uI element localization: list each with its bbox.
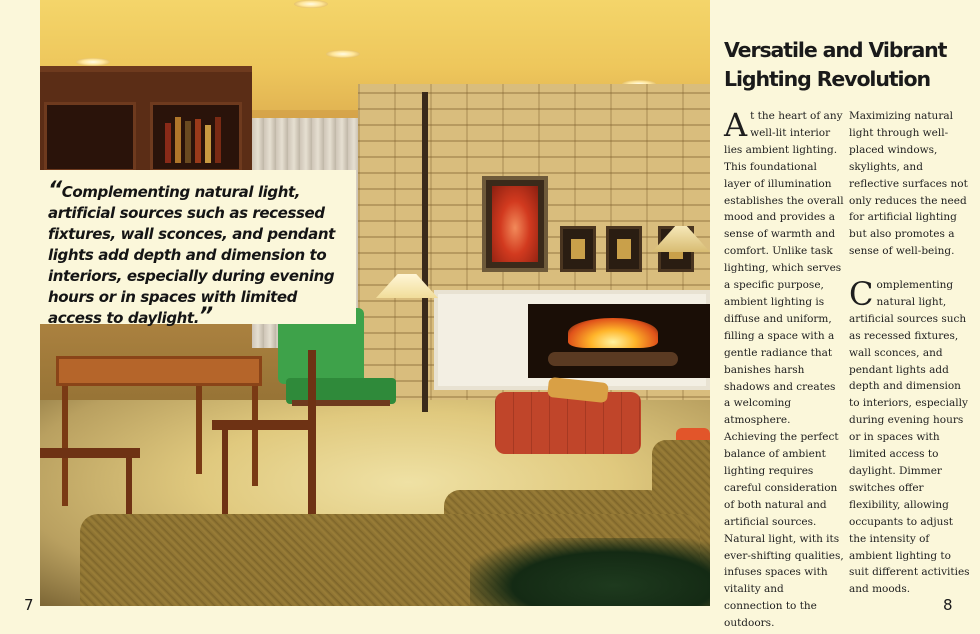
dining-chair: [212, 420, 312, 430]
body-paragraph: Maximizing natural light through well-placed windows, skylights, and reflective surfaces not only reduces the need for artificial lighting but also promotes a sense of well-being.: [849, 110, 968, 258]
framed-art: [606, 226, 642, 272]
recessed-light: [76, 58, 110, 66]
wood-shelving: [40, 66, 252, 170]
recessed-light: [326, 50, 360, 58]
close-quote-mark: ”: [199, 304, 213, 329]
red-ottoman: [495, 392, 641, 454]
fireplace: [434, 290, 710, 390]
tension-pole-lamp: [422, 92, 428, 412]
page-number-left: 7: [24, 596, 34, 614]
pull-quote: [40, 170, 356, 329]
fire-flame: [568, 318, 658, 348]
article-title: Versatile and Vibrant Lighting Revolution: [724, 38, 947, 91]
drop-cap: A: [724, 106, 748, 144]
framed-painting: [482, 176, 548, 272]
dining-chair: [40, 448, 140, 458]
recessed-light: [294, 0, 328, 8]
body-paragraph: Complementing natural light, artificial sources such as recessed fixtures, wall sconces, and pendant lights add depth and dimension to interiors, especially during evening hours or in spaces with limited access to daylight. Dimmer switches offer flexibility, allowing occupants to adjust the intensity of ambient lighting to suit different activities and moods.: [849, 275, 970, 596]
framed-art: [560, 226, 596, 272]
game-table: [56, 356, 262, 386]
pull-quote-text: “Complementing natural light, artificial sources such as recessed fixtures, wall sconces, and pendant lights add depth and dimension to interiors, especially during evening hours or in spaces with limited access to daylight.”: [48, 178, 335, 329]
page-number-right: 8: [943, 596, 953, 614]
drop-cap: C: [849, 275, 874, 314]
text-column-left: [724, 108, 844, 634]
body-paragraph: At the heart of any well-lit interior lies ambient lighting. This foundational layer of illumination establishes the overall mood and provides a sense of warmth and comfort. Unlike task lighting, which serves a specific purpose, ambient lighting is diffuse and uniform, filling a space with a gentle radiance that banishes harsh shadows and creates a welcoming atmosphere. Achieving the perfect balance of ambient lighting requires careful consideration of both natural and artificial sources. Natural light, with its ever-shifting qualities, infuses spaces with vitality and connection to the outdoors.: [724, 106, 844, 630]
text-column-right: [849, 108, 971, 615]
house-plant: [470, 538, 710, 606]
open-quote-mark: “: [48, 178, 62, 203]
